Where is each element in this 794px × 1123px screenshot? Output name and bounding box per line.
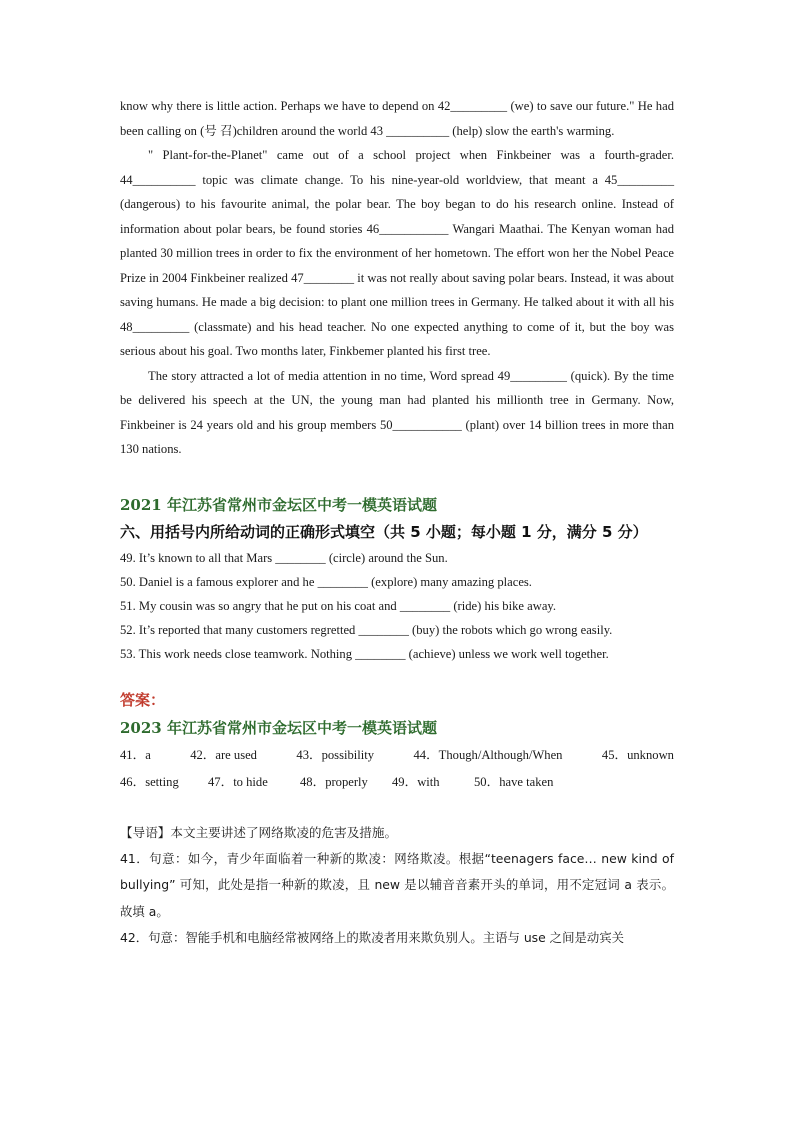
section-2021-title: 2021 年江苏省常州市金坛区中考一模英语试题 xyxy=(120,495,437,514)
answer-43: 43．possibility xyxy=(296,747,375,762)
passage-paragraph-1: know why there is little action. Perhaps we have to depend on 42_________ (we) to save our future." He had been calling on (号 召)children around the world 43 __________ (help) slow the earth's warming. xyxy=(120,99,674,138)
question-50: 50. Daniel is a famous explorer and he ________ (explore) many amazing places. xyxy=(120,574,532,589)
answer-49: 49．with xyxy=(392,774,440,789)
answer-44: 44．Though/Although/When xyxy=(413,747,563,762)
question-49: 49. It’s known to all that Mars ________ (circle) around the Sun. xyxy=(120,550,448,565)
question-52: 52. It’s reported that many customers regretted ________ (buy) the robots which go wrong easily. xyxy=(120,622,613,637)
answer-47: 47．to hide xyxy=(208,774,268,789)
answers-title: 2023 年江苏省常州市金坛区中考一模英语试题 xyxy=(120,718,437,737)
answers-row-2 xyxy=(120,769,674,796)
answer-46: 46．setting xyxy=(120,774,179,789)
passage-paragraph-2: " Plant-for-the-Planet" came out of a school project when Finkbeiner was a fourth-grader. 44__________ topic was climate change. To his nine-year-old worldview, that meant a 45_________ (dangerous) to his favourite animal, the polar bear. The boy began to do his research online. Instead of information about polar bears, be found stories 46___________ Wangari Maathai. The Kenyan woman had planted 30 million trees in order to fix the environment of her hometown. The effort won her the Nobel Peace Prize in 2004 Finkbeiner realized 47________ it was not really about saving polar bears. Instead, it was about saving humans. He made a big decision: to plant one million trees in Germany. He talked about it with all his 48_________ (classmate) and his head teacher. No one expected anything to come of it, but the boy was serious about his goal. Two months later, Finkbemer planted his first tree. xyxy=(120,148,674,358)
answer-45: 45．unknown xyxy=(601,747,674,762)
answers-row-1 xyxy=(120,742,674,769)
explanation-41: 41．句意：如今，青少年面临着一种新的欺凌：网络欺凌。根据“teenagers face… new kind of bullying” 可知，此处是指一种新的欺凌，且 new 是以辅音音素开头的单词，用不定冠词 a 表示。故填 a。 xyxy=(120,850,674,919)
answers-label: 答案： xyxy=(120,690,166,709)
page-content xyxy=(120,94,674,952)
question-53: 53. This work needs close teamwork. Nothing ________ (achieve) unless we work well together. xyxy=(120,646,609,661)
passage-paragraph-3: The story attracted a lot of media attention in no time, Word spread 49_________ (quick). By the time be delivered his speech at the UN, the young man had planted his millionth tree in Germany. Now, Finkbeiner is 24 years old and his group members 50___________ (plant) over 14 billion trees in more than 130 nations. xyxy=(120,368,674,456)
question-list xyxy=(120,546,674,666)
question-51: 51. My cousin was so angry that he put on his coat and ________ (ride) his bike away. xyxy=(120,598,557,613)
section-2021-instruction: 六、用括号内所给动词的正确形式填空（共 5 小题；每小题 1 分，满分 5 分） xyxy=(120,522,648,541)
explanation-intro: 【导语】本文主要讲述了网络欺凌的危害及措施。 xyxy=(120,824,398,840)
answer-41: 41．a xyxy=(120,747,151,762)
explanation-42: 42．句意：智能手机和电脑经常被网络上的欺凌者用来欺负别人。主语与 use 之间是动宾关 xyxy=(120,930,625,945)
answer-50: 50．have taken xyxy=(474,774,554,789)
answer-48: 48．properly xyxy=(300,774,368,789)
answer-42: 42．are used xyxy=(190,747,257,762)
